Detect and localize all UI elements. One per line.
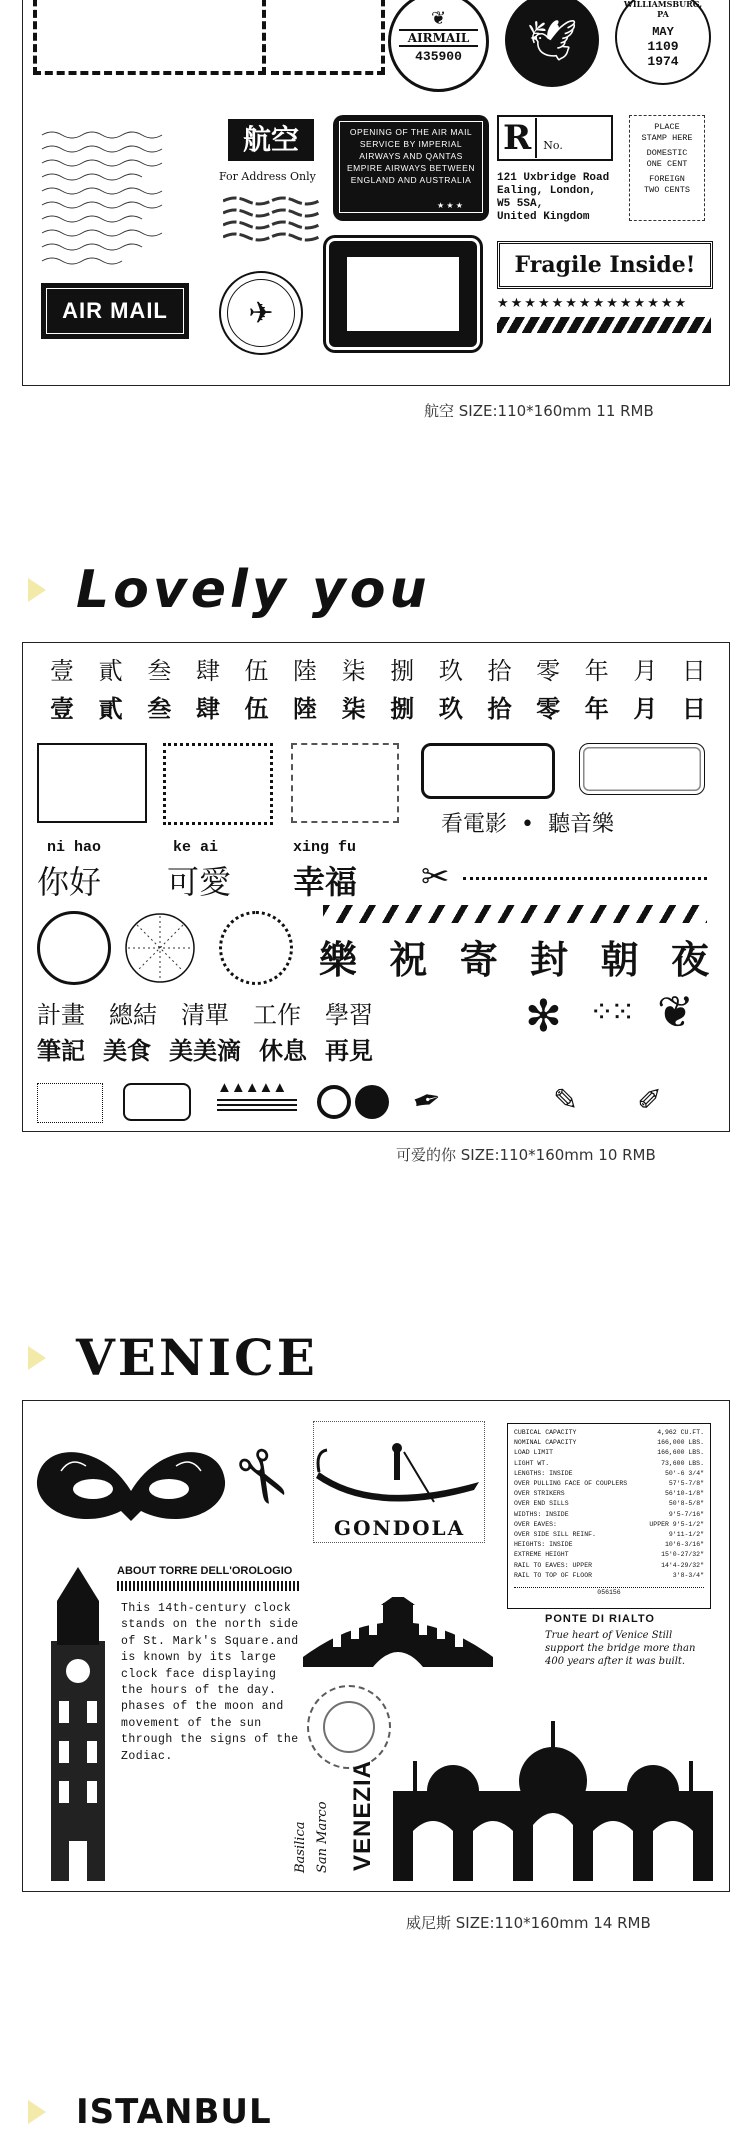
numeral-char: 壹 xyxy=(50,657,74,685)
place-stamp-line: DOMESTIC xyxy=(646,148,688,158)
words-row-2 xyxy=(37,1031,373,1066)
circle-radial xyxy=(123,911,197,985)
scissor-dotted-line xyxy=(463,877,707,880)
postmark-month: MAY xyxy=(652,25,674,39)
clock-tower-illustration xyxy=(43,1561,113,1881)
star-row: ★★★★★★★★★★★★★★ xyxy=(497,295,689,310)
big-char: 夜 xyxy=(670,938,709,982)
numeral-char: 玖 xyxy=(438,695,463,723)
venezia-vertical: VENEZIA xyxy=(349,1759,376,1871)
frame-dotted xyxy=(163,743,273,825)
frame-rounded xyxy=(421,743,555,799)
spec-row: OVER STRIKERS 56'10-1/8" xyxy=(514,1490,704,1498)
gondola-label: GONDOLA xyxy=(334,1516,466,1540)
venice-stamp-sheet xyxy=(22,1400,730,1892)
carnival-mask-illustration xyxy=(31,1431,231,1541)
istanbul-section-title xyxy=(28,2092,272,2132)
dandelion-icon: ✻ xyxy=(525,992,562,1041)
place-stamp-line: STAMP HERE xyxy=(641,133,693,143)
numeral-char: 捌 xyxy=(390,695,415,723)
big-char: 寄 xyxy=(459,938,498,982)
postmark-city: WILLIAMSBURG, PA xyxy=(623,0,703,19)
numeral-char: 柒 xyxy=(341,657,366,685)
perforated-stamp-frame xyxy=(329,241,477,347)
numeral-char: 陸 xyxy=(293,657,318,685)
numerals-row-light xyxy=(43,651,713,686)
movie-music-text: 看電影 • 聽音樂 xyxy=(441,812,614,837)
numeral-char: 月 xyxy=(633,657,658,685)
big-char: 樂 xyxy=(319,938,358,982)
address-line: W5 5SA, xyxy=(497,198,544,210)
frame-small-dotted xyxy=(37,1083,103,1123)
numeral-char: 零 xyxy=(536,695,561,723)
opening-air-mail-stamp xyxy=(333,115,489,221)
frame-dashed xyxy=(291,743,399,823)
numeral-char: 月 xyxy=(633,695,658,723)
frame-double-rounded xyxy=(579,743,705,795)
numeral-char: 年 xyxy=(584,657,609,685)
about-stripe xyxy=(117,1581,301,1591)
about-title: ABOUT TORRE DELL'OROLOGIO xyxy=(117,1565,293,1577)
numeral-char: 零 xyxy=(536,657,561,685)
numeral-char: 年 xyxy=(584,695,609,723)
pinyin-nihao: ni hao xyxy=(47,839,102,856)
airmail-seal-number: 435900 xyxy=(415,49,462,64)
address-block xyxy=(497,172,609,224)
big-chars-row xyxy=(319,929,709,984)
lovely-stamp-sheet xyxy=(22,642,730,1132)
scissors-icon: ✂ xyxy=(421,858,450,896)
spec-row: OVER EAVES: UPPER 9'5-1/2" xyxy=(514,1520,704,1528)
word: 總結 xyxy=(109,1001,157,1029)
numerals-row-bold xyxy=(43,689,713,724)
circle-solid xyxy=(37,911,111,985)
spec-row: NOMINAL CAPACITY 166,000 LBS. xyxy=(514,1439,704,1447)
numeral-char: 伍 xyxy=(244,657,269,685)
place-stamp-box xyxy=(629,115,705,221)
gondola-illustration xyxy=(314,1442,484,1512)
ponte-title: PONTE DI RIALTO xyxy=(545,1613,655,1625)
spec-row: LOAD LIMIT 166,600 LBS. xyxy=(514,1449,704,1457)
spec-row: LENGTHS: INSIDE 50'-6 3/4" xyxy=(514,1469,704,1477)
numeral-char: 肆 xyxy=(195,695,220,723)
air-mail-badge xyxy=(41,283,189,339)
spec-row: OVER PULLING FACE OF COUPLERS 57'5-7/8" xyxy=(514,1480,704,1488)
stamp-frame-window xyxy=(347,257,459,331)
word: 筆記 xyxy=(37,1037,85,1065)
hatched-stripe xyxy=(497,317,711,333)
istanbul-title: ISTANBUL xyxy=(76,2092,272,2132)
venice-caption: 威尼斯 SIZE:110*160mm 14 RMB xyxy=(406,1914,651,1932)
spec-row: CUBICAL CAPACITY 4,962 CU.FT. xyxy=(514,1429,704,1436)
airplane-seal xyxy=(219,271,303,355)
numeral-char: 拾 xyxy=(487,695,512,723)
place-stamp-line: PLACE xyxy=(654,122,680,132)
reg-number: No. xyxy=(543,138,563,152)
numeral-char: 日 xyxy=(681,695,706,723)
airmail-caption: 航空 SIZE:110*160mm 11 RMB xyxy=(424,402,654,420)
big-char: 朝 xyxy=(600,938,639,982)
rialto-bridge-illustration xyxy=(303,1597,493,1677)
lovely-section-title xyxy=(28,560,431,620)
basilica-san-marco-illustration xyxy=(393,1701,713,1881)
leaf-icon: ❦ xyxy=(657,988,694,1037)
for-address-only: For Address Only xyxy=(219,170,316,183)
address-line: United Kingdom xyxy=(497,211,590,223)
dove-seal xyxy=(505,0,599,87)
numeral-char: 伍 xyxy=(244,695,269,723)
triangle-bullet-icon xyxy=(28,578,46,602)
dashed-stamp-frame xyxy=(271,0,385,75)
word: 再見 xyxy=(325,1037,373,1065)
airmail-seal xyxy=(388,0,489,92)
pinyin-xingfu: xing fu xyxy=(293,839,357,856)
address-line: Ealing, London, xyxy=(497,185,597,197)
opening-text: OPENING OF THE AIR MAIL SERVICE BY IMPERIAL AIRWAYS AND QANTAS EMPIRE AIRWAYS BETWEEN ENGLAND AND AUSTRALIA xyxy=(339,121,483,213)
words-row-1 xyxy=(37,995,373,1030)
spec-row: LIGHT WT. 73,600 LBS. xyxy=(514,1459,704,1467)
dove-icon: 🕊 xyxy=(526,18,578,63)
pinyin-keai: ke ai xyxy=(173,839,219,856)
big-char: 祝 xyxy=(389,938,428,982)
lovely-caption: 可爱的你 SIZE:110*160mm 10 RMB xyxy=(396,1146,656,1164)
place-stamp-line: ONE CENT xyxy=(646,159,688,169)
word: 美食 xyxy=(103,1037,151,1065)
spec-footer: 056156 xyxy=(514,1587,704,1598)
stripe-lines xyxy=(217,1099,297,1113)
postmark-year: 1974 xyxy=(647,54,679,69)
word-keai: 可愛 xyxy=(167,863,232,901)
airmail-seal-top: AIRMAIL xyxy=(399,29,478,47)
numeral-char: 拾 xyxy=(487,657,512,685)
word: 計畫 xyxy=(37,1001,85,1029)
seeds-icon: ⁘⁙ xyxy=(589,996,632,1029)
circle-dotted xyxy=(219,911,293,985)
place-stamp-line: TWO CENTS xyxy=(644,185,690,195)
air-mail-badge-text: AIR MAIL xyxy=(46,288,184,334)
ponte-text: True heart of Venice Still support the bridge more than 400 years after it was built. xyxy=(545,1630,696,1667)
san-marco-script: San Marco xyxy=(315,1801,330,1873)
spec-row: HEIGHTS: INSIDE 10'6-3/16" xyxy=(514,1541,704,1549)
numeral-char: 肆 xyxy=(195,657,220,685)
fragile-inside-label: Fragile Inside! xyxy=(497,241,713,289)
word: 清單 xyxy=(181,1001,229,1029)
numeral-char: 貳 xyxy=(98,695,123,723)
word: 工作 xyxy=(253,1001,301,1029)
dashed-envelope-frame xyxy=(33,0,266,75)
big-char: 封 xyxy=(530,938,569,982)
triangle-bullet-icon xyxy=(28,1346,46,1370)
gondola-postcard xyxy=(313,1421,485,1543)
word: 休息 xyxy=(259,1037,307,1065)
frame-solid xyxy=(37,743,147,823)
about-text: This 14th-century clock stands on the north side of St. Mark's Square.and is known by its large clock face displaying the hours of the day. phases of the moon and movement of the sun through the signs of the Zodiac. xyxy=(121,1602,299,1763)
airmail-stamp-sheet xyxy=(22,0,730,386)
numeral-char: 壹 xyxy=(50,695,74,723)
reg-letter: R xyxy=(499,118,537,158)
airplane-icon: ✈ xyxy=(227,279,295,347)
spec-row: EXTREME HEIGHT 15'0-27/32" xyxy=(514,1551,704,1559)
handwritten-letter xyxy=(37,125,187,275)
venice-postmark-inner xyxy=(323,1701,375,1753)
spec-row: RAIL TO TOP OF FLOOR 3'8-3/4" xyxy=(514,1571,704,1579)
williamsburg-postmark xyxy=(615,0,711,85)
venice-section-title xyxy=(28,1328,318,1387)
spec-row: RAIL TO EAVES: UPPER 14'4-29/32" xyxy=(514,1561,704,1569)
lovely-title: Lovely you xyxy=(76,560,431,620)
numeral-char: 叁 xyxy=(147,657,172,685)
basilica-script: Basilica xyxy=(293,1821,308,1873)
word-xingfu: 幸福 xyxy=(293,863,358,901)
numeral-char: 日 xyxy=(681,657,706,685)
word-nihao: 你好 xyxy=(37,863,102,901)
pen-nib-icon: ✎ xyxy=(553,1084,579,1117)
numeral-char: 捌 xyxy=(390,657,415,685)
dot-icon xyxy=(355,1085,389,1119)
venice-title: VENICE xyxy=(76,1328,318,1387)
triangle-row-icon: ▲▲▲▲▲ xyxy=(217,1079,287,1096)
word: 美美滴 xyxy=(169,1037,241,1065)
fountain-pen-icon: ✒ xyxy=(408,1078,446,1124)
wavy-cancellation-lines xyxy=(223,195,323,250)
triangle-bullet-icon xyxy=(28,2100,46,2124)
spec-table xyxy=(507,1423,711,1609)
spec-row: WIDTHS: INSIDE 9'5-7/16" xyxy=(514,1510,704,1518)
numeral-char: 陸 xyxy=(293,695,318,723)
pen-nib-icon: ✐ xyxy=(637,1084,663,1117)
spec-row: OVER SIDE SILL REINF. 9'11-1/2" xyxy=(514,1531,704,1539)
spec-row: OVER END SILLS 50'8-5/8" xyxy=(514,1500,704,1508)
address-line: 121 Uxbridge Road xyxy=(497,172,610,184)
leaf-garland xyxy=(323,905,707,923)
registered-label xyxy=(497,115,613,161)
hangkong-label: 航空 xyxy=(228,119,314,161)
star-dots: ★ ★ ★ xyxy=(437,201,463,210)
bird-icon: ❦ xyxy=(430,8,447,28)
numeral-char: 貳 xyxy=(98,657,123,685)
scissors-illustration: ✂ xyxy=(213,1433,311,1523)
ring-icon xyxy=(317,1085,351,1119)
numeral-char: 柒 xyxy=(341,695,366,723)
place-stamp-line: FOREIGN xyxy=(649,174,685,184)
word: 學習 xyxy=(325,1001,373,1029)
numeral-char: 玖 xyxy=(438,657,463,685)
numeral-char: 叁 xyxy=(147,695,172,723)
frame-small-rounded xyxy=(123,1083,191,1121)
postmark-day: 1109 xyxy=(647,39,679,54)
